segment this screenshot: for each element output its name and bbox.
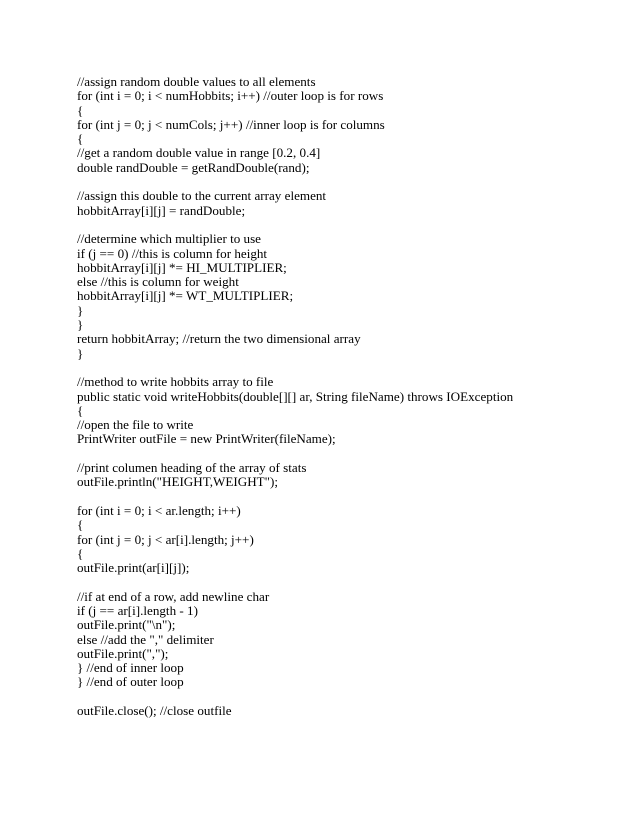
code-line: } <box>77 317 84 333</box>
code-line: if (j == 0) //this is column for height <box>77 245 268 261</box>
code-line: } <box>77 345 84 361</box>
code-line: public static void writeHobbits(double[][] ar, String fileName) throws IOException <box>77 388 514 404</box>
code-line: for (int j = 0; j < numCols; j++) //inner loop is for columns <box>77 116 385 132</box>
code-line: //if at end of a row, add newline char <box>77 588 270 604</box>
code-line: //get a random double value in range [0.2, 0.4] <box>77 145 321 161</box>
code-line: //open the file to write <box>77 417 194 433</box>
blank-line <box>77 690 617 704</box>
code-line: else //this is column for weight <box>77 274 239 290</box>
blank-line <box>77 575 617 589</box>
code-line: //determine which multiplier to use <box>77 231 261 247</box>
blank-line <box>77 447 617 461</box>
blank-line <box>77 218 617 232</box>
code-line: hobbitArray[i][j] *= WT_MULTIPLIER; <box>77 288 294 304</box>
code-line: outFile.print("\n"); <box>77 617 176 633</box>
code-line: } <box>77 302 84 318</box>
code-line: for (int i = 0; i < numHobbits; i++) //outer loop is for rows <box>77 88 384 104</box>
code-line: //assign this double to the current array element <box>77 188 327 204</box>
code-line: outFile.close(); //close outfile <box>77 703 232 719</box>
code-line: } //end of inner loop <box>77 660 184 676</box>
code-line: { <box>77 102 84 118</box>
code-line: else //add the "," delimiter <box>77 631 214 647</box>
code-line: if (j == ar[i].length - 1) <box>77 602 198 618</box>
code-line: for (int j = 0; j < ar[i].length; j++) <box>77 531 254 547</box>
code-line: { <box>77 545 84 561</box>
blank-line <box>77 490 617 504</box>
code-line: //assign random double values to all elements <box>77 74 316 89</box>
code-line: { <box>77 517 84 533</box>
code-line: { <box>77 131 84 147</box>
code-line: outFile.print(ar[i][j]); <box>77 560 190 576</box>
blank-line <box>77 175 617 189</box>
code-line: //print columen heading of the array of stats <box>77 460 307 476</box>
blank-line <box>77 361 617 375</box>
code-line: { <box>77 402 84 418</box>
code-line: for (int i = 0; i < ar.length; i++) <box>77 502 241 518</box>
code-listing <box>77 75 617 718</box>
code-line: PrintWriter outFile = new PrintWriter(fileName); <box>77 431 336 447</box>
code-line: hobbitArray[i][j] = randDouble; <box>77 202 246 218</box>
code-line: hobbitArray[i][j] *= HI_MULTIPLIER; <box>77 259 287 275</box>
code-line: //method to write hobbits array to file <box>77 374 274 390</box>
code-line: outFile.println("HEIGHT,WEIGHT"); <box>77 474 278 490</box>
code-line: double randDouble = getRandDouble(rand); <box>77 159 310 175</box>
code-line: outFile.print(","); <box>77 645 169 661</box>
code-line: return hobbitArray; //return the two dimensional array <box>77 331 361 347</box>
code-line: } //end of outer loop <box>77 674 184 690</box>
